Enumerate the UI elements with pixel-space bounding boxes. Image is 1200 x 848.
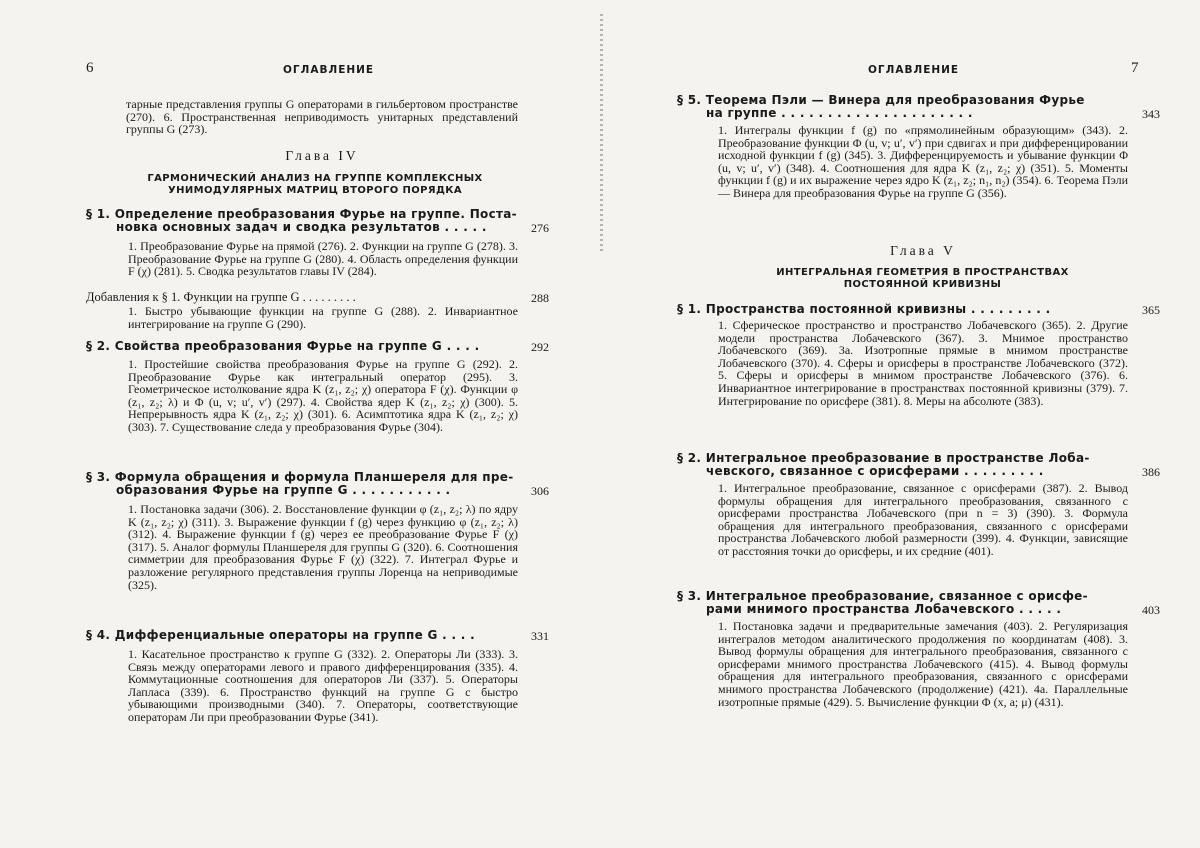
chapter5-section-3-subsections: 1. Постановка задачи и предварительные замечания (403). 2. Регуляризация интегралов методом аналитического продолжения по координатам (408). 3. Вывод формулы обращения для интегрального преобразования, связанного с орисферами мнимого пространства Лобачевского (415). 4. Вывод формулы обращения для интегрального преобразования, связанного с орисферами мнимого пространства Лобачевского (продолжение) (421). 4а. Параллельные изотропные прямые (429). 5. Вычисление функции Φ (x, a; μ) (431).	[718, 619, 1128, 709]
chapter-label: Глава V	[890, 243, 956, 258]
chapter5-section-1-heading: § 1. Пространства постоянной кривизны . . . . . . . . .	[677, 302, 1051, 316]
section-3-page: 306	[531, 484, 549, 498]
section-1-subsections: 1. Преобразование Фурье на прямой (276). 2. Функции на группе G (278). 3. Преобразование Фурье на группе G (280). 4. Область определения функции F (χ) (281). 5. Сводка результатов главы IV (284).	[128, 239, 518, 279]
section-3-heading-line-1: § 3. Формула обращения и формула Планшереля для пре-	[86, 470, 514, 484]
section-5-subsections: 1. Интегралы функции f (g) по «прямолинейным образующим» (343). 2. Преобразование функции Φ (u, v; u′, v′) при сдвигах и при дифференцировании исходной функции f (g) (345). 3. Дифференцируемость и убывание функции Φ (u, v; u′, v′) (348). 4. Соотношения для ядра K (z₁, z₂; χ) (351). 5. Моменты функции f (g) и их выражение через ядро K (z₁, z₂; n₁, n₂) (354). 6. Теорема Пэли — Винера для преобразования Фурье на группе G (356).	[718, 123, 1128, 200]
continuation-text: тарные представления группы G операторами в гильбертовом пространстве (270). 6. Пространственная неприводимость унитарных представлений группы G (273).	[126, 97, 518, 137]
section-5-page: 343	[1142, 107, 1160, 121]
section-1-page: 276	[531, 221, 549, 235]
additions-page: 288	[531, 291, 549, 305]
section-4-page: 331	[531, 629, 549, 643]
chapter5-section-2-subsections: 1. Интегральное преобразование, связанное с орисферами (387). 2. Вывод формулы обращения для интегрального преобразования, связанного с орисферами пространства Лобачевского (при n = 3) (390). 3. Формула обращения для интегрального преобразования, связанного с орисферами пространства Лобачевского любой размерности (399). 4. Функции, зависящие от расстояния точки до орисферы, и их средние (401).	[718, 481, 1128, 558]
running-head: ОГЛАВЛЕНИЕ	[283, 64, 375, 76]
section-2-subsections: 1. Простейшие свойства преобразования Фурье на группе G (292). 2. Преобразование Фурье как интегральный оператор (295). 3. Геометрическое истолкование ядра K (z₁, z₂; χ) оператора F (χ). Функции φ (z₁, z₂; λ) и Φ (u, v; u′, v′) (297). 4. Свойства ядер K (z₁, z₂; χ) (300). 5. Непрерывность ядра K (z₁, z₂; χ) (301). 6. Асимптотика ядра K (z₁, z₂; χ) (303). 7. Существование следа у преобразования Фурье (304).	[128, 357, 518, 434]
section-3-subsections: 1. Постановка задачи (306). 2. Восстановление функции φ (z₁, z₂; λ) по ядру K (z₁, z₂; χ) (311). 3. Выражение функции f (g) через функцию φ (z₁, z₂; λ) (312). 4. Выражение функции f (g) через ее преобразование Фурье F (χ) (317). 5. Аналог формулы Планшереля для группы G (320). 6. Соотношения симметрии для преобразования Фурье F (χ) (322). 7. Интеграл Фурье и разложение регулярного представления группы Лоренца на неприводимые (325).	[128, 502, 518, 592]
chapter-title-line-1: ГАРМОНИЧЕСКИЙ АНАЛИЗ НА ГРУППЕ КОМПЛЕКСНЫХ	[147, 173, 483, 184]
chapter-label: Глава IV	[285, 148, 359, 163]
chapter5-section-1-subsections: 1. Сферическое пространство и пространство Лобачевского (365). 2. Другие модели пространства Лобачевского (367). 3. Мнимое пространство Лобачевского (369). 3а. Изотропные прямые в мнимом пространстве Лобачевского (370). 4. Сферы и орисферы в пространстве Лобачевского (372). 5. Сферы и орисферы в мнимом пространстве Лобачевского (376). 6. Инвариантное интегрирование в пространствах постоянной кривизны (379). 7. Интегрирование по орисфере (381). 8. Меры на абсолюте (383).	[718, 318, 1128, 408]
chapter-title-line-2: УНИМОДУЛЯРНЫХ МАТРИЦ ВТОРОГО ПОРЯДКА	[168, 185, 462, 196]
chapter5-section-3-page: 403	[1142, 603, 1160, 617]
section-4-subsections: 1. Касательное пространство к группе G (332). 2. Операторы Ли (333). 3. Связь между операторами левого и правого дифференцирования (335). 4. Коммутационные соотношения для операторов Ли (337). 5. Операторы Лапласа (339). 6. Пространство функций на группе G с быстро убывающими производными (340). 7. Операторы, соответствующие операторам Ли при преобразовании Фурье (341).	[128, 647, 518, 724]
section-1-heading-line-1: § 1. Определение преобразования Фурье на группе. Поста-	[86, 207, 517, 221]
section-1-heading-line-2: новка основных задач и сводка результатов . . . . .	[116, 220, 487, 234]
chapter5-section-2-heading-line-2: чевского, связанное с орисферами . . . . . . . . .	[706, 464, 1044, 478]
chapter5-section-3-heading-line-2: рами мнимого пространства Лобачевского . . . . .	[706, 602, 1062, 616]
section-5-heading-line-2: на группе . . . . . . . . . . . . . . . . . . . . .	[706, 106, 973, 120]
running-head: ОГЛАВЛЕНИЕ	[868, 64, 960, 76]
section-3-heading-line-2: образования Фурье на группе G . . . . . . . . . . .	[116, 483, 451, 497]
additions-heading: Добавления к § 1. Функции на группе G . . . . . . . . .	[86, 290, 356, 304]
chapter5-section-1-page: 365	[1142, 303, 1160, 317]
additions-subsections: 1. Быстро убывающие функции на группе G (288). 2. Инвариантное интегрирование на группе G (290).	[128, 304, 518, 331]
chapter5-section-2-page: 386	[1142, 465, 1160, 479]
chapter-title-line-1: ИНТЕГРАЛЬНАЯ ГЕОМЕТРИЯ В ПРОСТРАНСТВАХ	[776, 267, 1069, 278]
page-number: 7	[1131, 60, 1139, 76]
chapter5-section-2-heading-line-1: § 2. Интегральное преобразование в пространстве Лоба-	[677, 451, 1090, 465]
section-2-heading: § 2. Свойства преобразования Фурье на группе G . . . .	[86, 339, 480, 353]
page-number: 6	[86, 60, 94, 76]
section-5-heading-line-1: § 5. Теорема Пэли — Винера для преобразования Фурье	[677, 93, 1085, 107]
chapter5-section-3-heading-line-1: § 3. Интегральное преобразование, связанное с орисфе-	[677, 589, 1088, 603]
chapter-title-line-2: ПОСТОЯННОЙ КРИВИЗНЫ	[843, 279, 1002, 290]
right-page	[600, 0, 1200, 848]
section-2-page: 292	[531, 340, 549, 354]
section-4-heading: § 4. Дифференциальные операторы на группе G . . . .	[86, 628, 475, 642]
